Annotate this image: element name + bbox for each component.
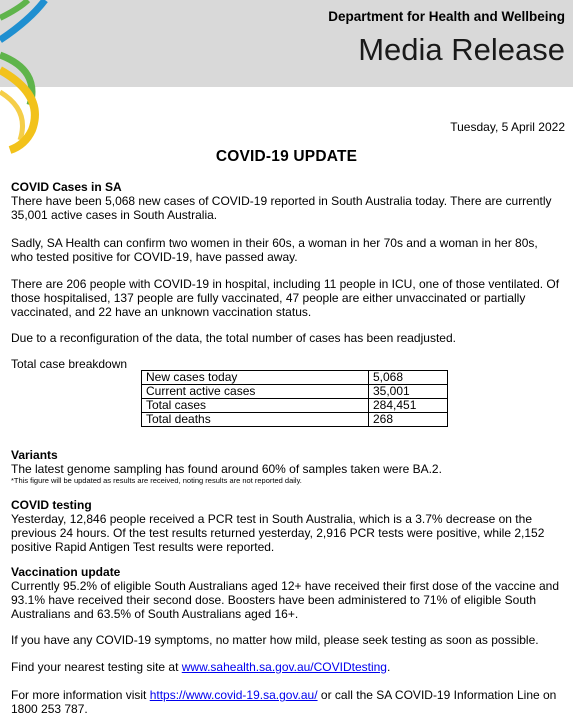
cases-heading: COVID Cases in SA: [11, 180, 122, 194]
vaccination-section: [11, 565, 563, 621]
table-row: [142, 399, 448, 413]
covid-website-link[interactable]: https://www.covid-19.sa.gov.au/: [149, 688, 318, 702]
table-cell-label: Current active cases: [142, 385, 369, 399]
table-cell-label: Total cases: [142, 399, 369, 413]
find-site-prefix: Find your nearest testing site at: [11, 660, 182, 674]
sa-health-swoosh-icon: [0, 0, 60, 160]
more-info-paragraph: [11, 688, 563, 716]
table-cell-value: 5,068: [369, 371, 448, 385]
table-cell-value: 268: [369, 413, 448, 427]
breakdown-label: Total case breakdown: [11, 357, 128, 371]
deaths-paragraph: Sadly, SA Health can confirm two women in their 60s, a woman in her 70s and a woman in her 80s, who tested positive for COVID-19, have passed away.: [11, 236, 538, 264]
find-site-suffix: .: [386, 660, 391, 674]
variants-footnote: *This figure will be updated as results are received, noting results are not reported daily.: [11, 476, 302, 485]
table-row: [142, 413, 448, 427]
doc-type-title: Media Release: [358, 32, 565, 67]
table-row: [142, 385, 448, 399]
testing-section: [11, 498, 563, 554]
find-site-paragraph: [11, 660, 563, 674]
table-cell-label: Total deaths: [142, 413, 369, 427]
testing-site-link[interactable]: www.sahealth.sa.gov.au/COVIDtesting: [181, 660, 387, 674]
table-cell-value: 284,451: [369, 399, 448, 413]
vaccination-heading: Vaccination update: [11, 565, 121, 579]
hospital-paragraph: There are 206 people with COVID-19 in hospital, including 11 people in ICU, one of those ventilated. Of those hospitalised, 137 people are fully vaccinated, 47 people are either unvaccinated or partially vaccinated, and 22 have an unknown vaccination status.: [11, 277, 560, 319]
cases-paragraph-1: There have been 5,068 new cases of COVID-19 reported in South Australia today. There are currently 35,001 active cases in South Australia.: [11, 194, 552, 222]
department-name: Department for Health and Wellbeing: [328, 9, 565, 24]
table-cell-value: 35,001: [369, 385, 448, 399]
vaccination-text: Currently 95.2% of eligible South Australians aged 12+ have received their first dose of the vaccine and 93.1% have received their second dose. Boosters have been administered to 71% of eligible South Australians and 63.5% of South Australians aged 16+.: [11, 579, 559, 621]
testing-heading: COVID testing: [11, 498, 92, 512]
variants-heading: Variants: [11, 448, 58, 462]
table-cell-label: New cases today: [142, 371, 369, 385]
table-row: [142, 371, 448, 385]
page-title: COVID-19 UPDATE: [215, 148, 358, 165]
variants-text: The latest genome sampling has found around 60% of samples taken were BA.2.: [11, 462, 442, 476]
variants-section: [11, 448, 563, 485]
case-breakdown-table: [141, 370, 448, 427]
header-banner: [0, 0, 573, 87]
cases-section: [11, 180, 563, 222]
symptoms-paragraph: If you have any COVID-19 symptoms, no matter how mild, please seek testing as soon as possible.: [11, 633, 539, 647]
reconfiguration-paragraph: Due to a reconfiguration of the data, the total number of cases has been readjusted.: [11, 331, 456, 345]
testing-text: Yesterday, 12,846 people received a PCR test in South Australia, which is a 3.7% decrease on the previous 24 hours. Of the test results returned yesterday, 2,916 PCR tests were positive, while 2,152 positive Rapid Antigen Test results were reported.: [11, 512, 545, 554]
release-date: Tuesday, 5 April 2022: [450, 120, 565, 134]
more-info-suffix: or call the SA COVID-19 Information Line on 1800 253 787.: [11, 688, 557, 716]
more-info-prefix: For more information visit: [11, 688, 150, 702]
